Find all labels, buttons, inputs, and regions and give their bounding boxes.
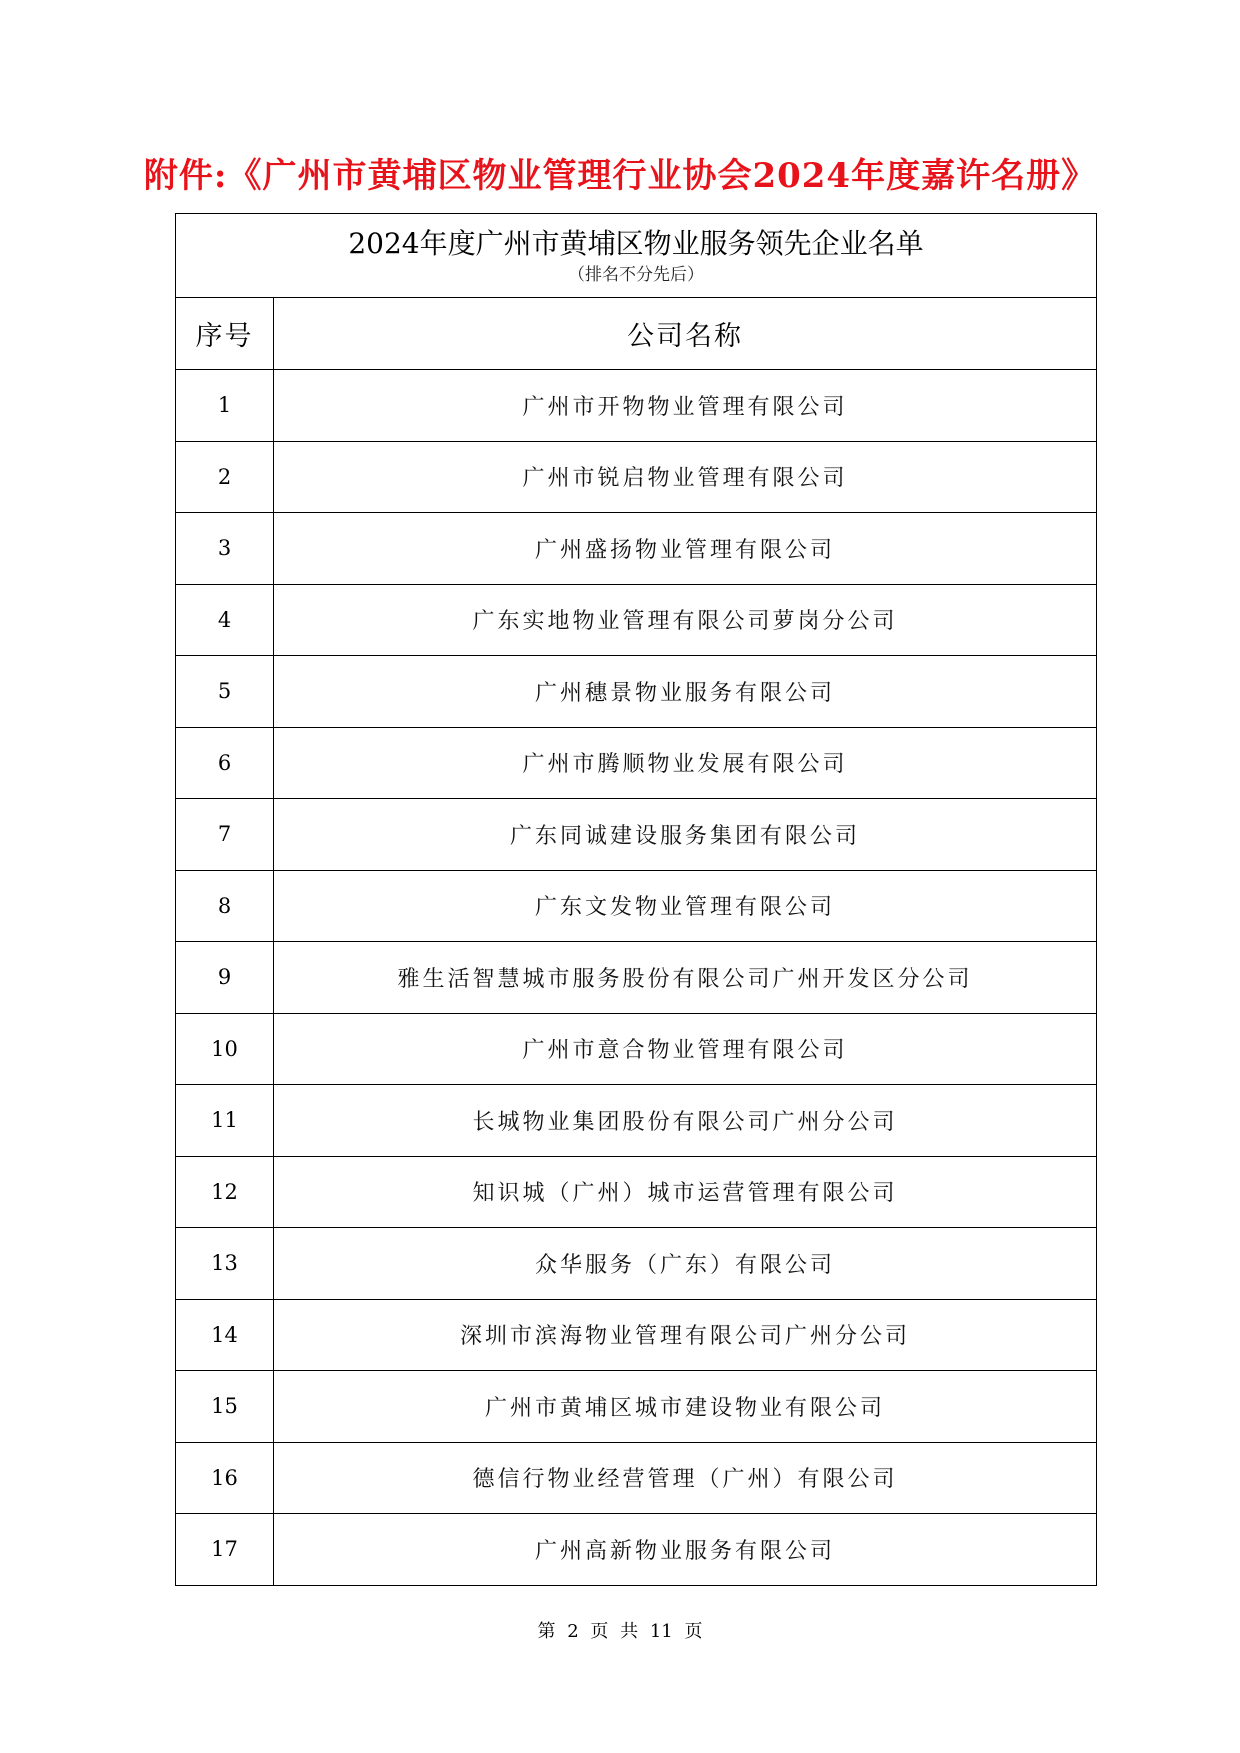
company-name: 德信行物业经营管理（广州）有限公司 (274, 1442, 1097, 1514)
table-row (176, 1442, 1097, 1514)
company-name: 广东文发物业管理有限公司 (274, 870, 1097, 942)
company-name: 长城物业集团股份有限公司广州分公司 (274, 1085, 1097, 1157)
company-list-table (175, 213, 1097, 1586)
company-name: 深圳市滨海物业管理有限公司广州分公司 (274, 1299, 1097, 1371)
table-row (176, 656, 1097, 728)
company-name: 雅生活智慧城市服务股份有限公司广州开发区分公司 (274, 942, 1097, 1014)
company-name: 广东同诚建设服务集团有限公司 (274, 799, 1097, 871)
table-header-row (176, 298, 1097, 370)
company-name: 广州市意合物业管理有限公司 (274, 1013, 1097, 1085)
table-row (176, 799, 1097, 871)
company-name: 众华服务（广东）有限公司 (274, 1228, 1097, 1300)
table-row (176, 727, 1097, 799)
table-row (176, 1228, 1097, 1300)
table-row (176, 1013, 1097, 1085)
row-number: 5 (176, 656, 274, 728)
table-row (176, 1299, 1097, 1371)
table-row (176, 870, 1097, 942)
page-footer: 第 2 页 共 11 页 (537, 1621, 703, 1642)
company-name: 广州市开物物业管理有限公司 (274, 370, 1097, 442)
company-name: 知识城（广州）城市运营管理有限公司 (274, 1156, 1097, 1228)
table-row (176, 1514, 1097, 1586)
document-title: 附件:《广州市黄埔区物业管理行业协会2024年度嘉许名册》 (143, 156, 1097, 196)
row-number: 14 (176, 1299, 274, 1371)
company-name: 广州市黄埔区城市建设物业有限公司 (274, 1371, 1097, 1443)
row-number: 10 (176, 1013, 274, 1085)
table-row (176, 441, 1097, 513)
company-name: 广州市锐启物业管理有限公司 (274, 441, 1097, 513)
row-number: 16 (176, 1442, 274, 1514)
company-name: 广州穗景物业服务有限公司 (274, 656, 1097, 728)
table-row (176, 584, 1097, 656)
row-number: 12 (176, 1156, 274, 1228)
table-row (176, 942, 1097, 1014)
row-number: 15 (176, 1371, 274, 1443)
row-number: 8 (176, 870, 274, 942)
row-number: 1 (176, 370, 274, 442)
row-number: 6 (176, 727, 274, 799)
table-caption (176, 214, 1097, 298)
row-number: 13 (176, 1228, 274, 1300)
company-name: 广州盛扬物业管理有限公司 (274, 513, 1097, 585)
row-number: 9 (176, 942, 274, 1014)
table-row (176, 513, 1097, 585)
row-number: 17 (176, 1514, 274, 1586)
header-company-name: 公司名称 (274, 298, 1097, 370)
table-row (176, 1085, 1097, 1157)
company-name: 广州高新物业服务有限公司 (274, 1514, 1097, 1586)
row-number: 11 (176, 1085, 274, 1157)
row-number: 3 (176, 513, 274, 585)
header-number: 序号 (176, 298, 274, 370)
table-caption-title: 2024年度广州市黄埔区物业服务领先企业名单 (348, 226, 924, 260)
row-number: 4 (176, 584, 274, 656)
row-number: 7 (176, 799, 274, 871)
company-name: 广州市腾顺物业发展有限公司 (274, 727, 1097, 799)
table-row (176, 1371, 1097, 1443)
table-row (176, 370, 1097, 442)
table-caption-subtitle: （排名不分先后） (568, 264, 704, 285)
company-name: 广东实地物业管理有限公司萝岗分公司 (274, 584, 1097, 656)
row-number: 2 (176, 441, 274, 513)
table-row (176, 1156, 1097, 1228)
